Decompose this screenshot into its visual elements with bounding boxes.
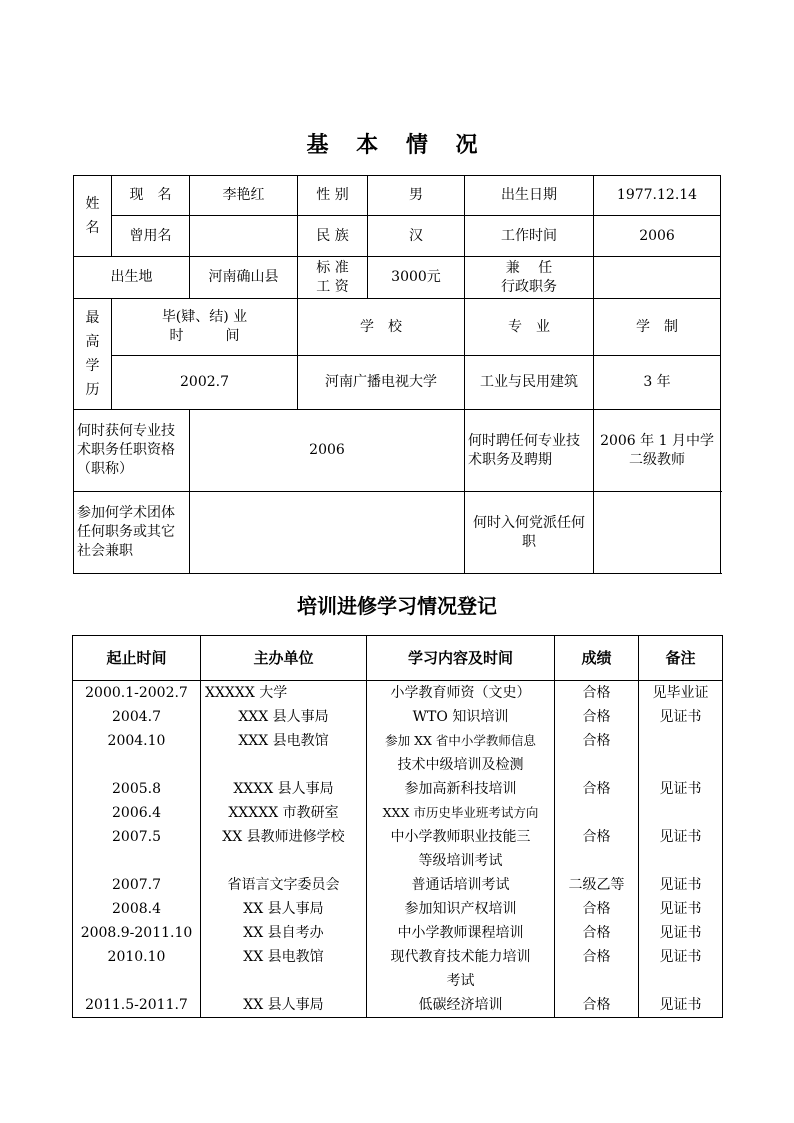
training-cell-period: 2008.9-2011.10 — [73, 921, 201, 945]
training-cell-period: 2005.8 — [73, 777, 201, 801]
training-cell-organizer: XXXX 县人事局 — [201, 777, 367, 801]
training-cell-content: 中小学教师职业技能三 — [367, 825, 555, 849]
former-name-label: 曾用名 — [112, 216, 190, 257]
training-cell-content: 现代教育技术能力培训 — [367, 945, 555, 969]
appointment-value: 2006 年 1 月中学二级教师 — [594, 410, 721, 492]
training-cell-content: 参加知识产权培训 — [367, 897, 555, 921]
party-value — [594, 492, 721, 574]
training-cell-content: XXX 市历史毕业班考试方向 — [367, 801, 555, 825]
training-row — [73, 777, 723, 801]
training-row — [73, 681, 723, 706]
training-cell-period: 2000.1-2002.7 — [73, 681, 201, 706]
training-cell-content: 中小学教师课程培训 — [367, 921, 555, 945]
training-row — [73, 801, 723, 825]
concurrent-label: 兼 任 行政职务 — [465, 257, 594, 299]
work-time-value: 2006 — [594, 216, 721, 257]
school-value: 河南广播电视大学 — [298, 356, 465, 410]
qualification-value: 2006 — [190, 410, 465, 492]
duration-label: 学 制 — [594, 299, 721, 356]
training-cell-result: 合格 — [555, 681, 639, 706]
column-header: 成绩 — [555, 636, 639, 681]
training-cell-period — [73, 849, 201, 873]
major-value: 工业与民用建筑 — [465, 356, 594, 410]
training-cell-note: 见证书 — [639, 777, 723, 801]
training-cell-result — [555, 753, 639, 777]
education-label: 最高学历 — [74, 299, 112, 410]
school-label: 学 校 — [298, 299, 465, 356]
training-cell-note: 见证书 — [639, 945, 723, 969]
training-cell-note: 见证书 — [639, 921, 723, 945]
training-row — [73, 897, 723, 921]
training-cell-period: 2004.7 — [73, 705, 201, 729]
training-row — [73, 729, 723, 753]
training-row — [73, 873, 723, 897]
training-row — [73, 969, 723, 993]
appointment-label: 何时聘任何专业技术职务及聘期 — [465, 410, 594, 492]
training-row — [73, 705, 723, 729]
gender-value: 男 — [368, 176, 465, 216]
grad-time-value: 2002.7 — [112, 356, 298, 410]
training-cell-period: 2008.4 — [73, 897, 201, 921]
training-cell-organizer — [201, 849, 367, 873]
column-header: 主办单位 — [201, 636, 367, 681]
ethnicity-value: 汉 — [368, 216, 465, 257]
training-cell-note — [639, 849, 723, 873]
birthplace-label: 出生地 — [74, 257, 190, 299]
training-cell-period: 2007.7 — [73, 873, 201, 897]
qualification-label: 何时获何专业技术职务任职资格（职称） — [74, 410, 190, 492]
training-cell-content: 小学教育师资（文史） — [367, 681, 555, 706]
training-cell-content: 技术中级培训及检测 — [367, 753, 555, 777]
training-row — [73, 945, 723, 969]
training-header-row — [73, 636, 723, 681]
gender-label: 性 别 — [298, 176, 368, 216]
training-cell-period: 2004.10 — [73, 729, 201, 753]
training-cell-result: 二级乙等 — [555, 873, 639, 897]
training-cell-period: 2010.10 — [73, 945, 201, 969]
society-value — [190, 492, 465, 574]
training-cell-note — [639, 801, 723, 825]
training-cell-organizer: 省语言文字委员会 — [201, 873, 367, 897]
column-header: 备注 — [639, 636, 723, 681]
duration-value: 3 年 — [594, 356, 721, 410]
training-cell-note: 见证书 — [639, 993, 723, 1018]
training-cell-period: 2006.4 — [73, 801, 201, 825]
concurrent-value — [594, 257, 721, 299]
training-cell-result: 合格 — [555, 729, 639, 753]
training-cell-result: 合格 — [555, 921, 639, 945]
training-row — [73, 825, 723, 849]
salary-label: 标 准 工 资 — [298, 257, 368, 299]
training-cell-period — [73, 753, 201, 777]
training-cell-organizer: XX 县人事局 — [201, 897, 367, 921]
training-cell-organizer: XX 县自考办 — [201, 921, 367, 945]
training-cell-result: 合格 — [555, 993, 639, 1018]
training-cell-period — [73, 969, 201, 993]
training-cell-result — [555, 849, 639, 873]
training-cell-content: 等级培训考试 — [367, 849, 555, 873]
training-cell-result: 合格 — [555, 705, 639, 729]
training-row — [73, 921, 723, 945]
page-title: 基 本 情 况 — [306, 132, 488, 158]
training-cell-organizer — [201, 969, 367, 993]
training-cell-content: 参加高新科技培训 — [367, 777, 555, 801]
training-cell-content: WTO 知识培训 — [367, 705, 555, 729]
training-cell-content: 普通话培训考试 — [367, 873, 555, 897]
training-cell-note: 见证书 — [639, 897, 723, 921]
birthplace-value: 河南确山县 — [190, 257, 298, 299]
training-cell-note: 见证书 — [639, 705, 723, 729]
training-cell-organizer — [201, 753, 367, 777]
training-table — [72, 635, 723, 1018]
training-cell-organizer: XXX 县人事局 — [201, 705, 367, 729]
training-cell-note: 见证书 — [639, 873, 723, 897]
training-row — [73, 753, 723, 777]
society-label: 参加何学术团体任何职务或其它社会兼职 — [74, 492, 190, 574]
current-name-value: 李艳红 — [190, 176, 298, 216]
training-cell-organizer: XX 县人事局 — [201, 993, 367, 1018]
party-label: 何时入何党派任何职 — [465, 492, 594, 574]
training-cell-result: 合格 — [555, 825, 639, 849]
training-cell-result: 合格 — [555, 777, 639, 801]
training-cell-note — [639, 753, 723, 777]
training-cell-result — [555, 969, 639, 993]
major-label: 专 业 — [465, 299, 594, 356]
birth-label: 出生日期 — [465, 176, 594, 216]
training-cell-organizer: XXX 县电教馆 — [201, 729, 367, 753]
training-cell-note — [639, 969, 723, 993]
training-cell-period: 2011.5-2011.7 — [73, 993, 201, 1018]
training-cell-content: 低碳经济培训 — [367, 993, 555, 1018]
training-title: 培训进修学习情况登记 — [297, 594, 497, 618]
training-cell-organizer: XXXXX 大学 — [201, 681, 367, 706]
work-time-label: 工作时间 — [465, 216, 594, 257]
basic-info-table — [73, 175, 721, 574]
training-cell-note: 见证书 — [639, 825, 723, 849]
birth-value: 1977.12.14 — [594, 176, 721, 216]
training-cell-result: 合格 — [555, 897, 639, 921]
column-header: 学习内容及时间 — [367, 636, 555, 681]
training-cell-note — [639, 729, 723, 753]
training-cell-period: 2007.5 — [73, 825, 201, 849]
grad-time-label: 毕(肄、结) 业 时 间 — [112, 299, 298, 356]
current-name-label: 现 名 — [112, 176, 190, 216]
training-cell-organizer: XX 县电教馆 — [201, 945, 367, 969]
former-name-value — [190, 216, 298, 257]
training-cell-result — [555, 801, 639, 825]
training-cell-note: 见毕业证 — [639, 681, 723, 706]
training-cell-result: 合格 — [555, 945, 639, 969]
training-cell-organizer: XXXXX 市教研室 — [201, 801, 367, 825]
name-label: 姓名 — [74, 176, 112, 257]
salary-value: 3000元 — [368, 257, 465, 299]
ethnicity-label: 民 族 — [298, 216, 368, 257]
training-cell-content: 考试 — [367, 969, 555, 993]
training-cell-content: 参加 XX 省中小学教师信息 — [367, 729, 555, 753]
column-header: 起止时间 — [73, 636, 201, 681]
training-cell-organizer: XX 县教师进修学校 — [201, 825, 367, 849]
training-row — [73, 993, 723, 1018]
training-row — [73, 849, 723, 873]
